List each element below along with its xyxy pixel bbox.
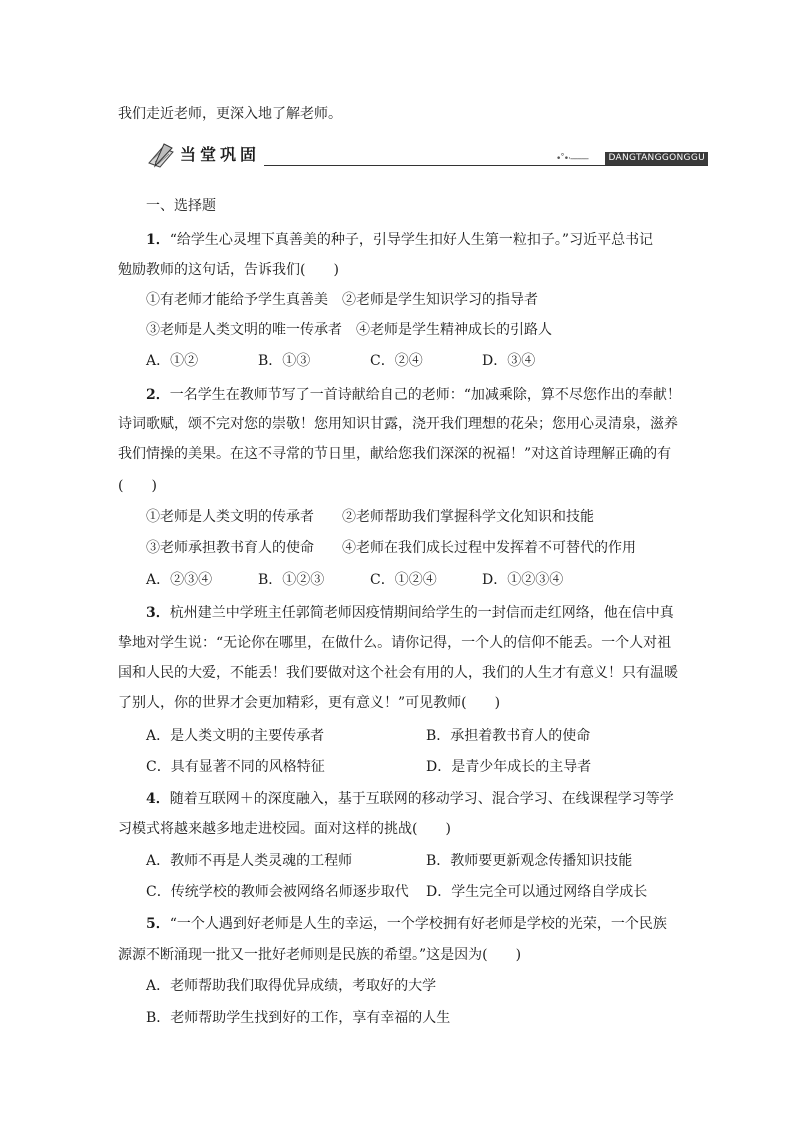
question-1-option-b: B．①③	[258, 353, 311, 369]
section-rule	[264, 165, 708, 166]
question-3-option-a: A．是人类文明的主要传承者	[146, 728, 325, 744]
question-5-line-1	[146, 914, 667, 934]
question-3-stem-1: 杭州建兰中学班主任郭简老师因疫情期间给学生的一封信而走红网络，他在信中真	[169, 605, 674, 621]
question-2-stem-4: ( )	[118, 478, 157, 494]
question-4-number: 4．	[146, 791, 170, 807]
question-5-stem-2: 源源不断涌现一批又一批好老师则是民族的希望。”这是因为( )	[118, 947, 522, 963]
section-header	[146, 142, 708, 170]
question-2-stem-2: 诗词歌赋，颂不完对您的崇敬！您用知识甘露，浇开我们理想的花朵；您用心灵清泉，滋养	[118, 416, 678, 432]
question-3-option-c: C．具有显著不同的风格特征	[146, 759, 325, 775]
question-1-stem-2: 勉励教师的这句话，告诉我们( )	[118, 262, 339, 278]
question-1-statements-1: ①有老师才能给予学生真善美 ②老师是学生知识学习的指导者	[146, 292, 538, 308]
section-title: 当堂巩固	[180, 145, 261, 164]
question-5-number: 5．	[146, 916, 170, 932]
question-2-number: 2．	[146, 387, 170, 403]
question-3-option-d: D．是青少年成长的主导者	[426, 759, 592, 775]
question-1-number: 1．	[146, 232, 170, 248]
question-2-stem-1: 一名学生在教师节写了一首诗献给自己的老师：“加减乘除，算不尽您作出的奉献！	[169, 387, 681, 403]
question-4-stem-1: 随着互联网＋的深度融入，基于互联网的移动学习、混合学习、在线课程学习等学	[169, 791, 674, 807]
question-1-stem-1: “给学生心灵埋下真善美的种子，引导学生扣好人生第一粒扣子。”习近平总书记	[169, 232, 654, 248]
question-2-stem-3: 我们情操的美果。在这不寻常的节日里，献给您我们深深的祝福！”对这首诗理解正确的有	[118, 446, 672, 462]
question-3-number: 3．	[146, 605, 170, 621]
question-1-line-1	[146, 230, 653, 250]
question-4-line-1	[146, 789, 674, 809]
question-5-option-b: B．老师帮助学生找到好的工作，享有幸福的人生	[146, 1010, 451, 1026]
question-3-line-1	[146, 603, 674, 623]
pencil-book-icon	[146, 142, 176, 172]
question-5-option-a: A．老师帮助我们取得优异成绩，考取好的大学	[146, 978, 437, 994]
question-4-option-a: A．教师不再是人类灵魂的工程师	[146, 853, 353, 869]
intro-text: 我们走近老师，更深入地了解老师。	[118, 106, 342, 122]
question-2-statements-1: ①老师是人类文明的传承者 ②老师帮助我们掌握科学文化知识和技能	[146, 509, 594, 525]
question-5-stem-1: “一个人遇到好老师是人生的幸运，一个学校拥有好老师是学校的光荣，一个民族	[169, 916, 667, 932]
section-dots: •˚•·--------	[556, 154, 588, 164]
question-4-option-d: D．学生完全可以通过网络自学成长	[426, 884, 648, 900]
part-title: 一、选择题	[146, 198, 216, 214]
question-4-stem-2: 习模式将越来越多地走进校园。面对这样的挑战( )	[118, 821, 451, 837]
question-3-stem-2: 挚地对学生说：“无论你在哪里，在做什么。请你记得，一个人的信仰不能丢。一个人对祖	[118, 635, 672, 651]
question-4-option-b: B．教师要更新观念传播知识技能	[426, 853, 633, 869]
question-3-stem-4: 了别人，你的世界才会更加精彩，更有意义！”可见教师( )	[118, 695, 501, 711]
question-1-option-c: C．②④	[370, 353, 423, 369]
question-1-option-d: D．③④	[482, 353, 536, 369]
question-2-line-1	[146, 385, 681, 405]
question-2-option-b: B．①②③	[258, 572, 325, 588]
question-3-stem-3: 国和人民的大爱，不能丢！我们要做对这个社会有用的人，我们的人生才有意义！只有温暖	[118, 665, 678, 681]
question-2-option-c: C．①②④	[370, 572, 437, 588]
question-1-statements-2: ③老师是人类文明的唯一传承者 ④老师是学生精神成长的引路人	[146, 322, 552, 338]
question-4-option-c: C．传统学校的教师会被网络名师逐步取代	[146, 884, 409, 900]
question-2-option-a: A．②③④	[146, 572, 213, 588]
question-2-option-d: D．①②③④	[482, 572, 564, 588]
question-2-statements-2: ③老师承担教书育人的使命 ④老师在我们成长过程中发挥着不可替代的作用	[146, 540, 636, 556]
question-3-option-b: B．承担着教书育人的使命	[426, 728, 591, 744]
section-english-label: DANGTANGGONGGU	[605, 152, 708, 165]
question-1-option-a: A．①②	[146, 353, 199, 369]
